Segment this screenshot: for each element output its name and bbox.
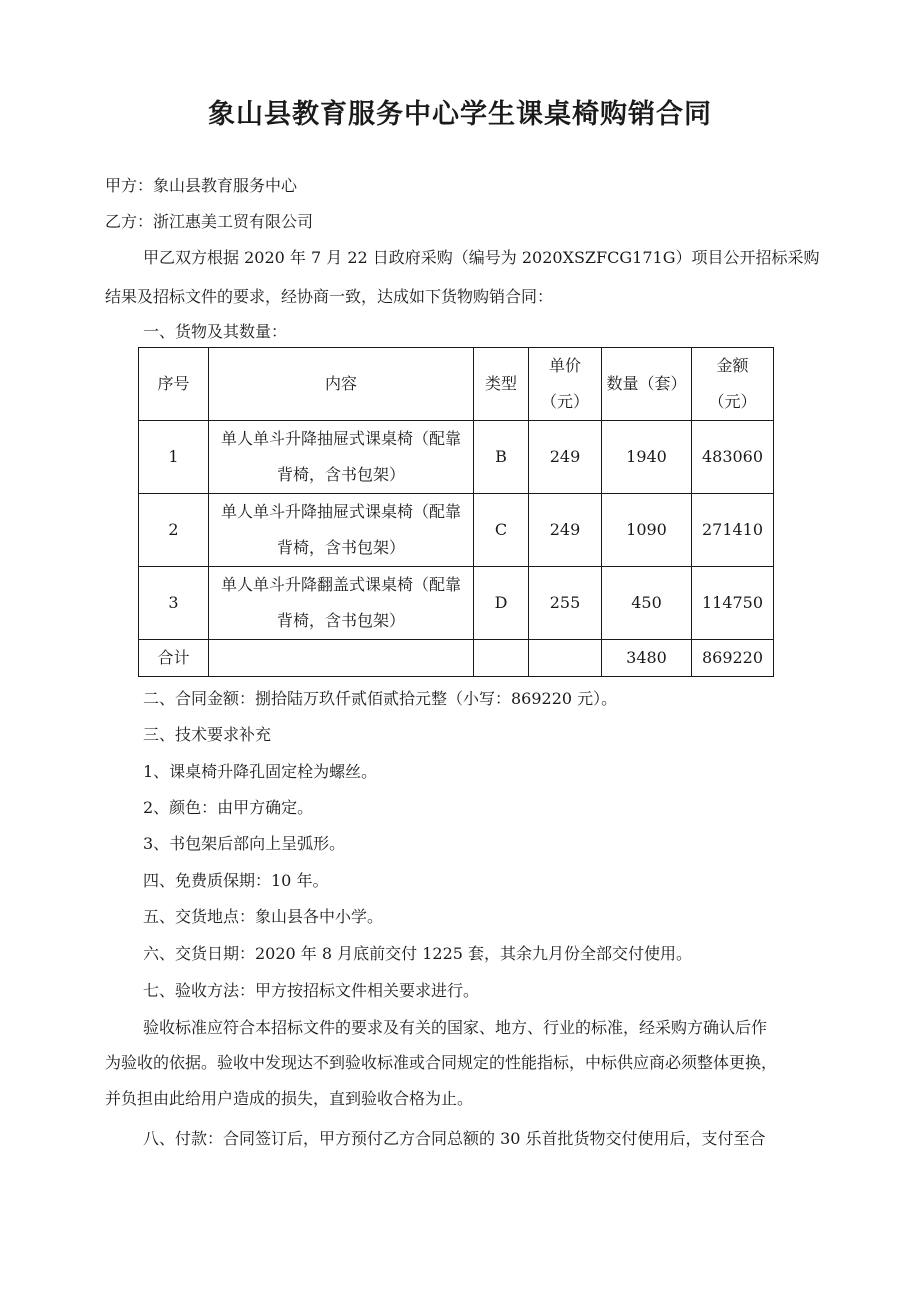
header-price-line-1: 单价 <box>548 356 581 375</box>
party-b: 乙方：浙江惠美工贸有限公司 <box>105 212 314 231</box>
header-amount <box>692 348 774 421</box>
requirement-1: 1、课桌椅升降孔固定栓为螺丝。 <box>143 762 378 781</box>
intro-line-2: 结果及招标文件的要求，经协商一致，达成如下货物购销合同： <box>105 287 554 306</box>
table-total-row <box>139 640 774 677</box>
table-row <box>139 494 774 567</box>
total-label: 合计 <box>139 640 209 677</box>
row-price: 255 <box>529 567 602 640</box>
table-row <box>139 567 774 640</box>
header-qty: 数量（套） <box>602 348 692 421</box>
row-amount: 271410 <box>692 494 774 567</box>
row-content-line-1: 单人单斗升降抽屉式课桌椅（配靠 <box>220 429 461 448</box>
section-5-location: 五、交货地点：象山县各中小学。 <box>143 907 384 926</box>
acceptance-line-1: 验收标准应符合本招标文件的要求及有关的国家、地方、行业的标准，经采购方确认后作 <box>143 1018 768 1037</box>
section-6-delivery: 六、交货日期：2020 年 8 月底前交付 1225 套，其余九月份全部交付使用。 <box>143 944 693 963</box>
row-amount: 483060 <box>692 421 774 494</box>
row-content-line-1: 单人单斗升降抽屉式课桌椅（配靠 <box>220 502 461 521</box>
row-price: 249 <box>529 421 602 494</box>
header-price-line-2: （元） <box>540 392 589 411</box>
row-no: 1 <box>139 421 209 494</box>
goods-table <box>138 347 774 677</box>
total-price-empty <box>529 640 602 677</box>
acceptance-line-2: 为验收的依据。验收中发现达不到验收标准或合同规定的性能指标，中标供应商必须整体更换， <box>105 1053 778 1072</box>
acceptance-line-3: 并负担由此给用户造成的损失，直到验收合格为止。 <box>105 1089 474 1108</box>
intro-line-1: 甲乙双方根据 2020 年 7 月 22 日政府采购（编号为 2020XSZFCG171G）项目公开招标采购 <box>143 248 820 267</box>
row-content-line-2: 背椅，含书包架） <box>276 538 405 557</box>
header-content: 内容 <box>209 348 474 421</box>
row-type: D <box>474 567 529 640</box>
requirement-3: 3、书包架后部向上呈弧形。 <box>143 834 346 853</box>
row-content <box>209 567 474 640</box>
row-content <box>209 421 474 494</box>
header-amount-line-1: 金额 <box>716 356 749 375</box>
row-content-line-2: 背椅，含书包架） <box>276 611 405 630</box>
row-no: 2 <box>139 494 209 567</box>
section-1-heading: 一、货物及其数量： <box>143 322 288 341</box>
header-type: 类型 <box>474 348 529 421</box>
table-header-row <box>139 348 774 421</box>
total-qty: 3480 <box>602 640 692 677</box>
header-no: 序号 <box>139 348 209 421</box>
row-qty: 1090 <box>602 494 692 567</box>
header-price <box>529 348 602 421</box>
row-qty: 1940 <box>602 421 692 494</box>
row-content <box>209 494 474 567</box>
header-amount-line-2: （元） <box>708 392 757 411</box>
row-no: 3 <box>139 567 209 640</box>
section-3-heading: 三、技术要求补充 <box>143 725 272 744</box>
total-amount: 869220 <box>692 640 774 677</box>
row-content-line-2: 背椅，含书包架） <box>276 465 405 484</box>
section-8-payment: 八、付款：合同签订后，甲方预付乙方合同总额的 30 乐首批货物交付使用后，支付至合 <box>143 1129 766 1148</box>
document-title: 象山县教育服务中心学生课桌椅购销合同 <box>208 99 712 130</box>
total-type-empty <box>474 640 529 677</box>
row-type: C <box>474 494 529 567</box>
row-content-line-1: 单人单斗升降翻盖式课桌椅（配靠 <box>220 575 461 594</box>
section-7-acceptance: 七、验收方法：甲方按招标文件相关要求进行。 <box>143 981 480 1000</box>
row-amount: 114750 <box>692 567 774 640</box>
section-2-amount: 二、合同金额：捌拾陆万玖仟贰佰贰拾元整（小写：869220 元）。 <box>143 689 618 708</box>
table-row <box>139 421 774 494</box>
party-a: 甲方：象山县教育服务中心 <box>105 176 298 195</box>
row-qty: 450 <box>602 567 692 640</box>
row-type: B <box>474 421 529 494</box>
section-4-warranty: 四、免费质保期：10 年。 <box>143 871 329 890</box>
row-price: 249 <box>529 494 602 567</box>
requirement-2: 2、颜色：由甲方确定。 <box>143 798 314 817</box>
total-content-empty <box>209 640 474 677</box>
